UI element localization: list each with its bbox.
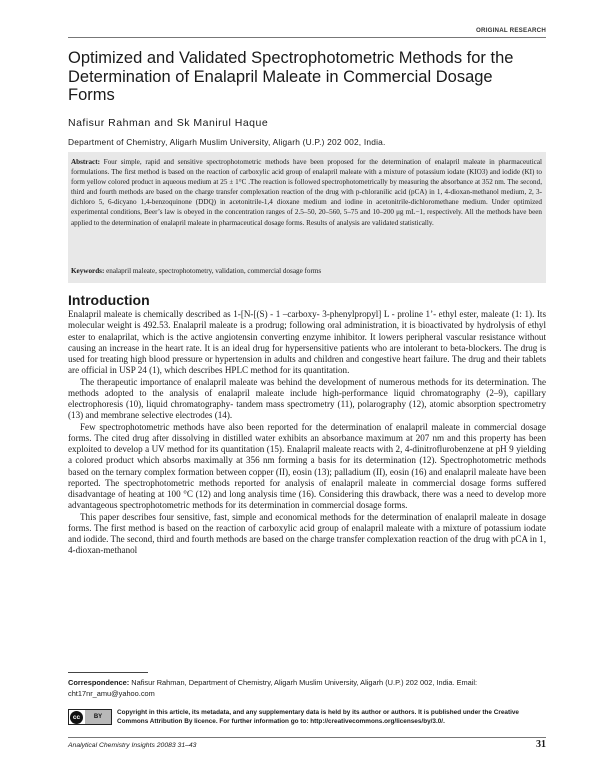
correspondence-text: Nafisur Rahman, Department of Chemistry, Aligarh Muslim University, Aligarh (U.P.) 202 002, India. Email: cht17nr_amu@yahoo.com [68, 678, 478, 698]
keywords-label: Keywords: [71, 267, 105, 275]
abstract-label: Abstract: [71, 158, 100, 166]
abstract [71, 157, 542, 228]
bottom-rule [68, 737, 546, 738]
paragraph: The therapeutic importance of enalapril maleate was behind the development of numerous methods for its determination. The methods adopted to the analysis of enalapril maleate include high-performance liquid chromatography (2–9), capillary electrophoresis (10), liquid chromatography- tandem mass spectrometry (11), polarography (12), atomic absorption spectrometry (13) and membrane selective electrodes (14). [68, 376, 546, 421]
keywords-text: enalapril maleate, spectrophotometry, validation, commercial dosage forms [104, 267, 322, 275]
section-heading-introduction: Introduction [68, 292, 150, 308]
page-number: 31 [536, 739, 546, 750]
cc-license-badge [68, 709, 112, 725]
introduction-body [68, 309, 546, 557]
footnote-rule [68, 672, 148, 673]
paragraph: Enalapril maleate is chemically described as 1-[N-[(S) - 1 –carboxy- 3-phenylpropyl] L - proline 1’- ethyl ester, maleate (1: 1). Its molecular weight is 492.53. Enalapril maleate is a prodrug; following oral administration, it is bioactivated by hydrolysis of ethyl ester to enalaprilat, which is the active angiotensin converting enzyme inhibitor. It lowers peripheral vascular resistance without causing an increase in the heart rate. It is an ideal drug for hypersensitive patients who are intolerant to beta-blockers. The drug is used for treating high blood pressure or hypertension in adults and children and congestive heart failure. The drug and their tablets are official in USP 24 (1), which describes HPLC method for its quantitation. [68, 309, 546, 376]
article-title: Optimized and Validated Spectrophotometric Methods for the Determination of Enalapril Maleate in Commercial Dosage Forms [68, 49, 514, 104]
affiliation: Department of Chemistry, Aligarh Muslim University, Aligarh (U.P.) 202 002, India. [68, 137, 386, 147]
copyright-notice: Copyright in this article, its metadata, and any supplementary data is held by its author or authors. It is published under the Creative Commons Attribution By licence. For further information go to: http://creativecommons.org/licenses/by/3.0/. [117, 709, 519, 725]
authors: Nafisur Rahman and Sk Manirul Haque [68, 117, 269, 129]
paragraph: Few spectrophotometric methods have also been reported for the determination of enalapril maleate in commercial dosage forms. The cited drug after dissolving in distilled water exhibits an absorbance maximum at 207 nm and this property has been exploited to develop a UV method for its quantitation (15). Enalapril maleate reacts with 2, 4-dinitroflurobenzene at pH 9 yielding a colored product which absorbs maximally at 356 nm forming a basis for its determination (12). Spectrophotometric methods based on the ternary complex formation between copper (II), eosin (13); palladium (II), eosin (16) and enalapril maleate have been reported. The spectrophotometric methods reported for analysis of enalapril maleate in commercial dosage forms suffered disadvantage of heating at 100 °C (12) and long analysis time (16). Considering this drawback, there was a need to develop more advantageous spectrophotometric methods for its determination in commercial dosage forms. [68, 421, 546, 511]
correspondence [68, 678, 538, 699]
abstract-body: Four simple, rapid and sensitive spectrophotometric methods have been proposed for the determination of enalapril maleate in pharmaceutical formulations. The first method is based on the reaction of carboxylic acid group of enalapril maleate with a mixture of potassium iodate (KIO3) and iodide (KI) to form yellow colored product in aqueous medium at 25 ± 1°C .The reaction is followed spectrophotometrically by measuring the absorbance at 352 nm. The second, third and fourth methods are based on the charge transfer complexation reaction of the drug with p-chloranilic acid (pCA) in 1, 4-dioxan-methanol medium, 2, 3-dichloro 5, 6-dicyano 1,4-benzoquinone (DDQ) in acetonitrile-1,4 dioxane medium and iodine in acetonitrile-dichloromethane medium. Under optimized experimental conditions, Beer’s law is obeyed in the concentration ranges of 2.5–50, 20–560, 5–75 and 10–200 μg mL−1, respectively. All the methods have been applied to the determination of enalapril maleate in pharmaceutical dosage forms. Results of analysis are validated statistically. [71, 158, 542, 227]
by-icon: BY [85, 710, 111, 724]
journal-citation: Analytical Chemistry Insights 20083 31–43 [68, 742, 197, 749]
keywords [71, 266, 542, 276]
paragraph: This paper describes four sensitive, fast, simple and economical methods for the determination of enalapril maleate in dosage forms. The first method is based on the reaction of carboxylic acid group of enalapril maleate with a mixture of potassium iodate and iodide. The second, third and fourth methods are based on the charge transfer complexation reaction of the drug with pCA in 1, 4-dioxan-methanol [68, 511, 546, 556]
section-tag: ORIGINAL RESEARCH [476, 27, 546, 34]
correspondence-label: Correspondence: [68, 678, 130, 687]
top-rule [68, 37, 546, 38]
cc-icon: cc [70, 711, 83, 724]
